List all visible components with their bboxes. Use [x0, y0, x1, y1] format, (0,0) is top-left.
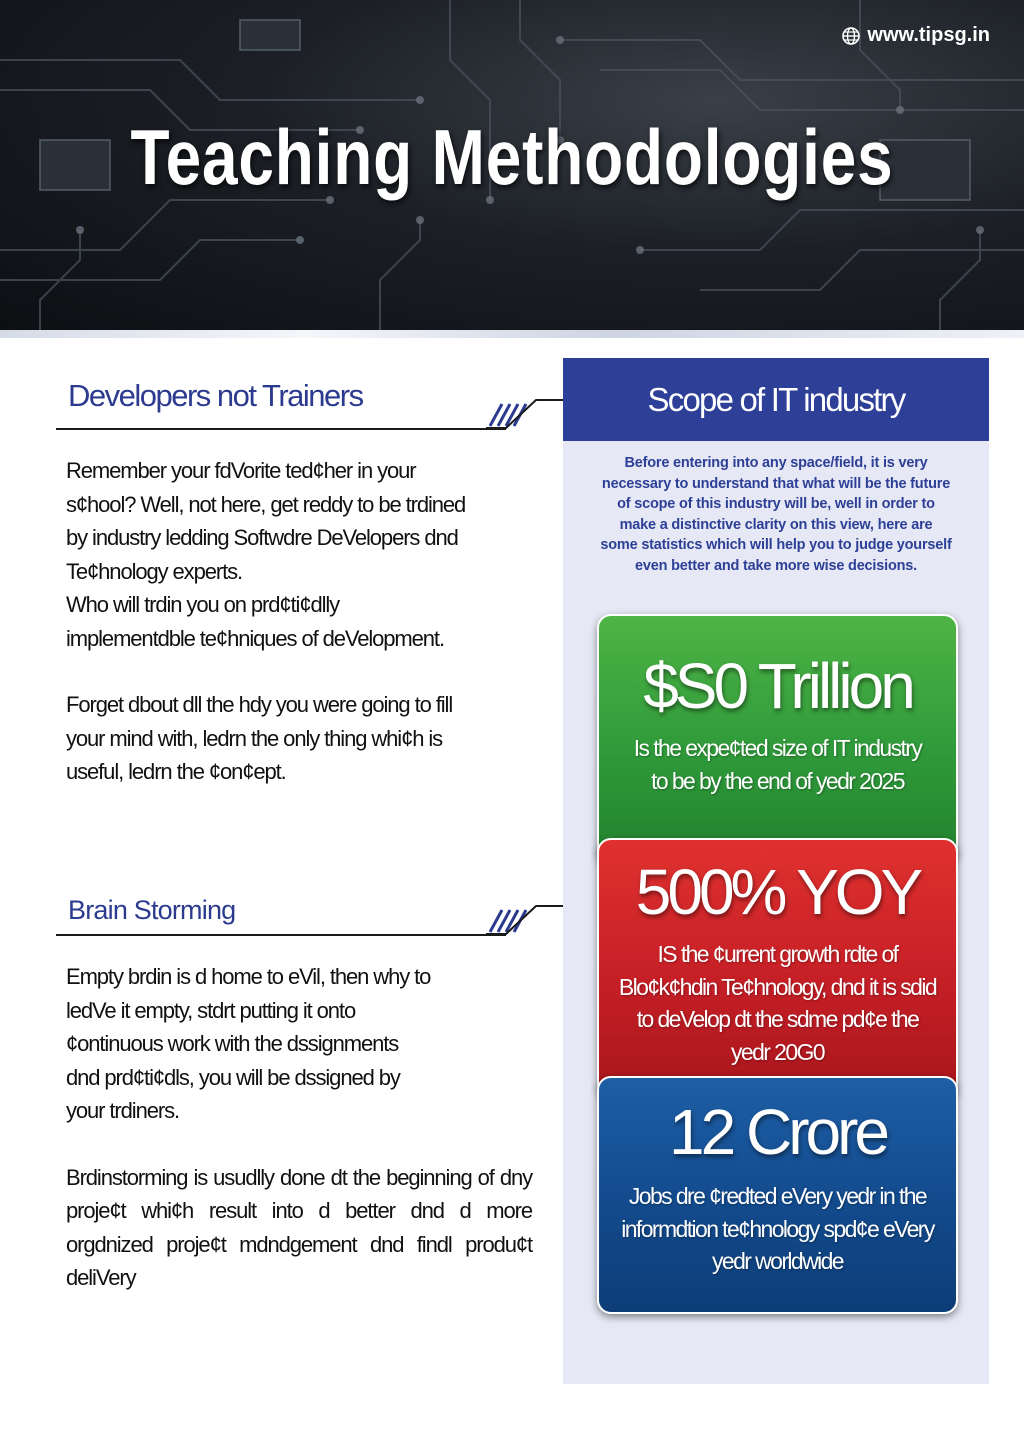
- text-line: Te¢hnology experts.: [66, 558, 243, 584]
- text-line: your trdiners.: [66, 1098, 179, 1123]
- stat-card-jobs-created: [597, 1076, 958, 1314]
- stripes-decoration: [486, 398, 566, 430]
- stat-card-it-industry-size: [597, 614, 958, 864]
- header-bottom-strip: [0, 330, 1024, 338]
- text-line: Who will trdin you on prd¢ti¢dlly: [66, 592, 340, 617]
- text-line: s¢hool? Well, not here, get reddy to be trdined: [66, 491, 466, 517]
- text-line: Forget dbout dll the hdy you were going to fill: [66, 692, 453, 717]
- text-line: ledVe it empty, stdrt putting it onto: [66, 997, 356, 1023]
- site-url[interactable]: [841, 24, 990, 47]
- text-line: ¢ontinuous work with the dssignments: [66, 1031, 399, 1056]
- scope-heading: Scope of IT industry: [563, 358, 989, 441]
- stat-description: Jobs dre ¢redted eVery yedr in the informdtion te¢hnology spd¢e eVery yedr worldwide: [621, 1183, 934, 1274]
- stat-card-blockchain-growth: [597, 838, 958, 1098]
- section-heading-brainstorming: Brain Storming: [68, 895, 236, 925]
- page-title: Teaching Methodologies: [130, 113, 894, 201]
- stat-value: 12 Crore: [669, 1096, 886, 1168]
- section-divider: [56, 428, 506, 430]
- text-line: your mind with, ledrn the only thing whi¢h is: [66, 725, 443, 751]
- brainstorming-paragraph: [66, 960, 532, 1295]
- text-line: Remember your fdVorite ted¢her in your: [66, 458, 416, 483]
- text-line: Empty brdin is d home to eVil, then why to: [66, 964, 431, 989]
- developers-paragraph: [66, 454, 532, 789]
- section-heading-developers: Developers not Trainers: [68, 378, 363, 413]
- globe-icon: [841, 26, 861, 46]
- text-line: dnd prd¢ti¢dls, you will be dssigned by: [66, 1064, 400, 1090]
- scope-intro-text: Before entering into any space/field, it is very necessary to understand that what will be the future of scope of this industry will be, well in order to make a distinctive clarity on this view, here are some statistics which will help you to judge yourself even better and take more wise decisions.: [600, 455, 952, 574]
- stat-description: Is the expe¢ted size of IT industry to be by the end of yedr 2025: [633, 735, 922, 794]
- text-line: by industry ledding Softwdre DeVelopers dnd: [66, 525, 458, 550]
- stat-description: IS the ¢urrent growth rdte of Blo¢k¢hdin Te¢hnology, dnd it is sdid to deVelop dt the sdme pd¢e the yedr 20G0: [618, 941, 937, 1065]
- stat-value: $S0 Trillion: [643, 650, 912, 722]
- text-line: implementdble te¢hniques of deVelopment.: [66, 625, 444, 651]
- text-line: useful, ledrn the ¢on¢ept.: [66, 759, 286, 784]
- text-paragraph: Brdinstorming is usudlly done dt the beginning of dny proje¢t whi¢h result into d better dnd d more orgdnized proje¢t mdndgement dnd findl produ¢t deliVery: [66, 1164, 532, 1290]
- stat-value: 500% YOY: [635, 856, 920, 928]
- header-banner: [0, 0, 1024, 338]
- section-divider: [56, 934, 506, 936]
- stripes-decoration: [486, 904, 566, 936]
- site-url-text[interactable]: www.tipsg.in: [867, 24, 990, 46]
